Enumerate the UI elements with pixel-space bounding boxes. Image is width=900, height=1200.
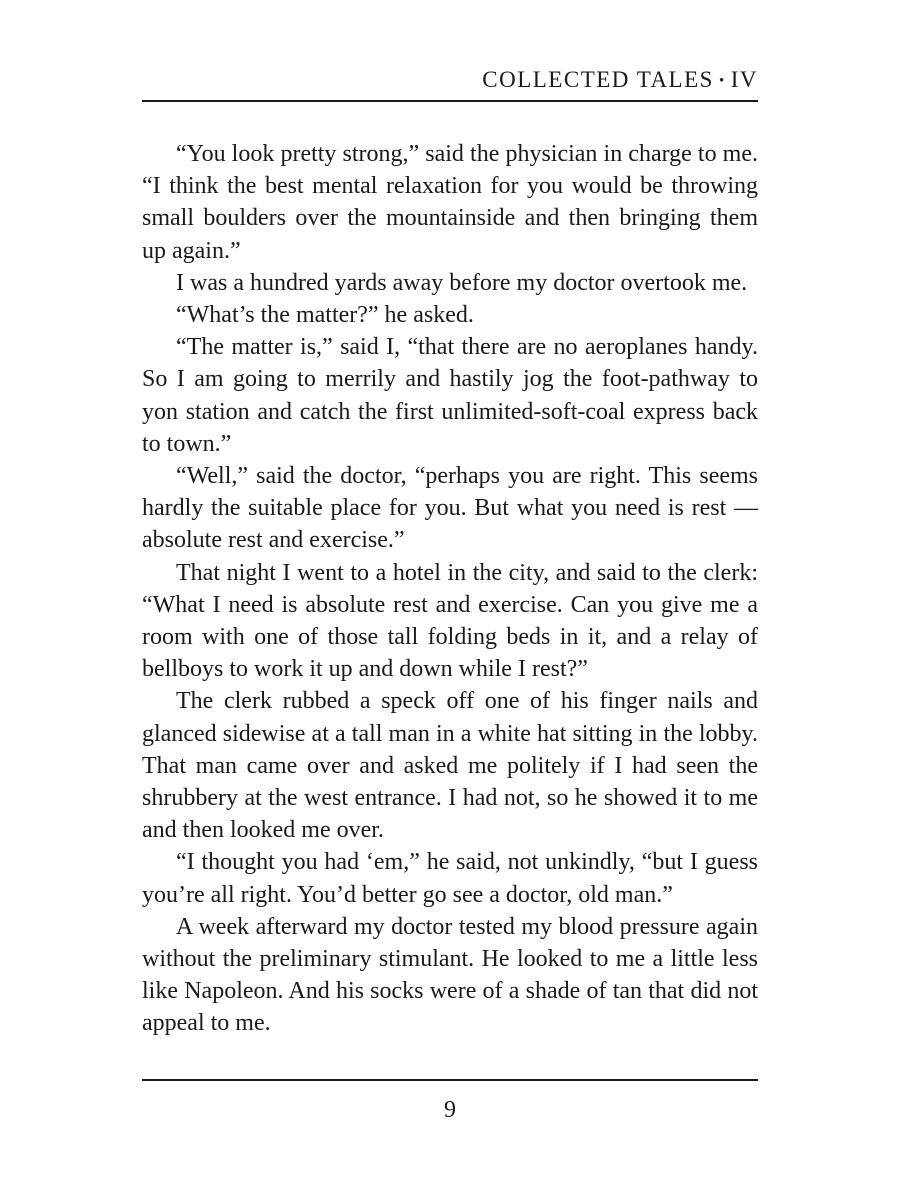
paragraph: “Well,” said the doctor, “perhaps you are right. This seems hardly the suitable place for you. But what you need is rest — absolute rest and exercise.” <box>142 463 758 554</box>
bullet-separator: • <box>718 73 726 89</box>
header-rule <box>142 100 758 102</box>
body-text <box>142 138 758 1040</box>
paragraph: “What’s the matter?” he asked. <box>176 302 474 329</box>
paragraph: “I thought you had ‘em,” he said, not unkindly, “but I guess you’re all right. You’d better go see a doctor, old man.” <box>142 849 758 908</box>
book-title: COLLECTED TALES <box>482 67 714 92</box>
footer-rule <box>142 1079 758 1081</box>
running-head <box>142 64 758 97</box>
paragraph: “The matter is,” said I, “that there are no aeroplanes handy. So I am going to merrily and hastily jog the foot-pathway to yon station and catch the first unlimited-soft-coal express back to town.” <box>142 334 758 457</box>
paragraph: That night I went to a hotel in the city, and said to the clerk: “What I need is absolute rest and exercise. Can you give me a room with one of those tall folding beds in it, and a relay of bellboys to work it up and down while I rest?” <box>142 559 758 683</box>
paragraph: I was a hundred yards away before my doctor overtook me. <box>176 269 748 296</box>
page-number: 9 <box>444 1097 456 1123</box>
paragraph: A week afterward my doctor tested my blood pressure again without the preliminary stimulant. He looked to me a little less like Napoleon. And his socks were of a shade of tan that did not appeal to me. <box>142 913 758 1037</box>
paragraph: The clerk rubbed a speck off one of his finger nails and glanced sidewise at a tall man in a white hat sitting in the lobby. That man came over and asked me politely if I had seen the shrubbery at the west entrance. I had not, so he showed it to me and then looked me over. <box>142 688 758 844</box>
paragraph: “You look pretty strong,” said the physician in charge to me. “I think the best mental relaxation for you would be throwing small boulders over the mountainside and then bringing them up again.” <box>142 141 758 264</box>
volume-number: IV <box>730 67 758 92</box>
